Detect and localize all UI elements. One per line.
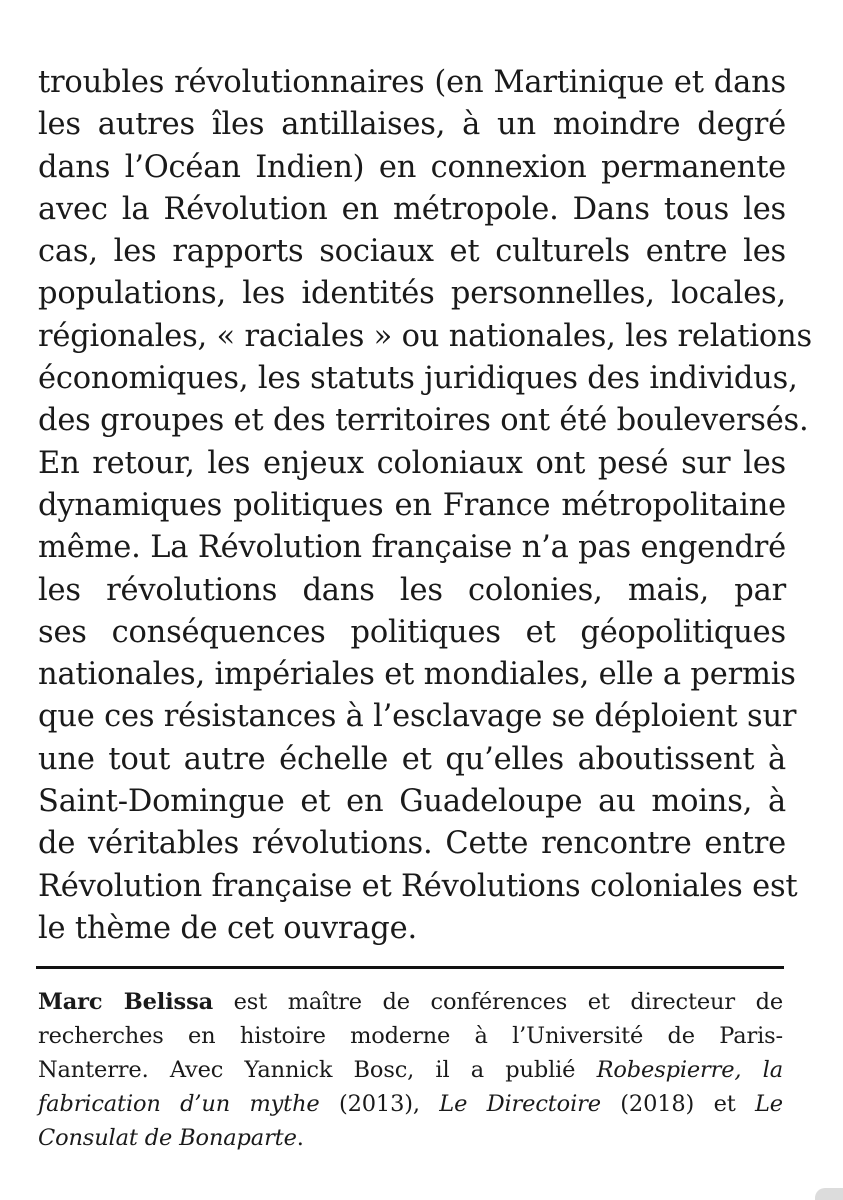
text-line: des groupes et des territoires ont été bouleversés. — [38, 403, 809, 439]
bio-text: . — [296, 1125, 304, 1151]
text-line: les révolutions dans les colonies, mais, par — [38, 572, 786, 608]
text-line: le thème de cet ouvrage. — [38, 910, 417, 946]
text-line: même. La Révolution française n’a pas engendré — [38, 530, 786, 566]
text-line: de véritables révolutions. Cette rencontre entre — [38, 826, 786, 862]
page-corner — [815, 1188, 843, 1200]
bio-text: (2018) et — [600, 1091, 756, 1117]
bio-line: recherches en histoire moderne à l’Université de Paris- — [38, 1023, 783, 1049]
text-line: troubles révolutionnaires (en Martinique et dans — [38, 65, 786, 100]
main-paragraph — [38, 62, 812, 950]
text-line: Révolution française et Révolutions coloniales est — [38, 868, 798, 904]
book-title: fabrication d’un mythe — [38, 1091, 320, 1117]
text-line: économiques, les statuts juridiques des individus, — [38, 361, 798, 397]
text-line: En retour, les enjeux coloniaux ont pesé sur les — [38, 445, 786, 481]
bio-text: (2013), — [319, 1091, 440, 1117]
section-divider — [36, 966, 784, 969]
text-line: cas, les rapports sociaux et culturels entre les — [38, 234, 786, 270]
book-title: Le Directoire — [439, 1091, 601, 1117]
text-line: populations, les identités personnelles, locales, — [38, 276, 786, 312]
text-line: les autres îles antillaises, à un moindre degré — [38, 107, 786, 143]
bio-line — [38, 1053, 783, 1087]
author-bio — [38, 985, 783, 1155]
text-line: Saint-Domingue et en Guadeloupe au moins, à — [38, 784, 786, 820]
text-line: nationales, impériales et mondiales, elle a permis — [38, 657, 796, 693]
text-line: que ces résistances à l’esclavage se déploient sur — [38, 699, 797, 735]
book-title: Consulat de Bonaparte — [38, 1125, 297, 1151]
bio-text: est maître de conférences et directeur de — [213, 989, 783, 1015]
bio-line — [38, 1087, 783, 1121]
book-title: Robespierre, la — [596, 1057, 783, 1083]
book-title: Le — [755, 1091, 783, 1117]
bio-line — [38, 1121, 783, 1155]
text-line: dans l’Océan Indien) en connexion permanente — [38, 149, 786, 185]
text-line: régionales, « raciales » ou nationales, les relations — [38, 318, 812, 354]
author-name: Marc Belissa — [38, 989, 214, 1015]
bio-line — [38, 985, 783, 1019]
text-line: une tout autre échelle et qu’elles aboutissent à — [38, 741, 786, 777]
bio-text: Nanterre. Avec Yannick Bosc, il a publié — [38, 1057, 597, 1083]
text-line: avec la Révolution en métropole. Dans tous les — [38, 191, 786, 227]
text-line: ses conséquences politiques et géopolitiques — [38, 614, 786, 650]
text-line: dynamiques politiques en France métropolitaine — [38, 487, 786, 523]
